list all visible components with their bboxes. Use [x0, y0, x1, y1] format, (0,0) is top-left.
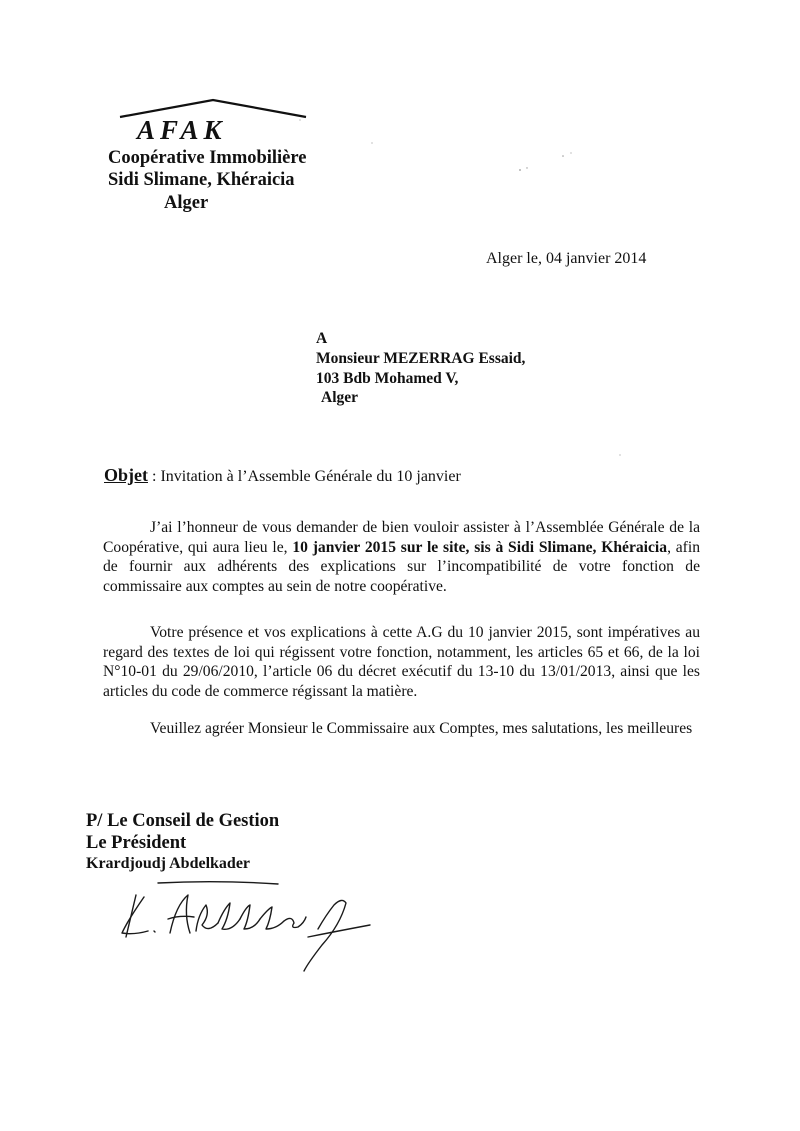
company-logo: AFAK [137, 115, 227, 145]
org-city: Alger [164, 193, 209, 213]
signatory-title: Le Président [86, 833, 187, 853]
p1-text-bold: 10 janvier 2015 sur le site, sis à Sidi Slimane, Khéraicia [292, 538, 668, 556]
p2-text: Votre présence et vos explications à cette A.G du 10 janvier 2015, sont impératives au regard des textes de loi qui régissent votre fonction, notamment, les articles 65 et 66, de la loi N°10-01 du 29/06/2010, l’article 06 du décret exécutif du 13-10 du 13/01/2013, ainsi que les articles du code de commerce régissant la matière. [103, 624, 700, 700]
p3-text: Veuillez agréer Monsieur le Commissaire aux Comptes, mes salutations, les meilleures [150, 720, 693, 737]
recipient-city: Alger [321, 389, 359, 406]
handwritten-signature [108, 875, 388, 975]
org-location: Sidi Slimane, Khéraicia [108, 170, 295, 190]
signatory-name: Krardjoudj Abdelkader [86, 855, 251, 872]
body-paragraph-3 [103, 719, 700, 739]
body-paragraph-2 [103, 623, 700, 701]
subject-text: : Invitation à l’Assemble Générale du 10 janvier [148, 468, 461, 485]
recipient-address: 103 Bdb Mohamed V, [316, 370, 459, 387]
subject-label: Objet [104, 465, 148, 485]
org-name: Coopérative Immobilière [108, 148, 307, 168]
recipient-prefix: A [316, 330, 328, 347]
subject-line [104, 465, 461, 486]
signatory-council: P/ Le Conseil de Gestion [86, 811, 280, 831]
p1-text-end: , afin de fournir aux adhérents des explications sur l’incompatibilité de votre fonction de commissaire aux comptes au sein de notre coopérative. [103, 538, 700, 595]
recipient-name: Monsieur MEZERRAG Essaid, [316, 350, 526, 367]
body-paragraph-1 [103, 518, 700, 596]
p1-text-start: J’ai l’honneur de vous demander de bien vouloir assister à l’Assemblée Générale de la Coopérative, qui aura lieu le, [103, 519, 700, 556]
letter-date: Alger le, 04 janvier 2014 [486, 250, 647, 267]
